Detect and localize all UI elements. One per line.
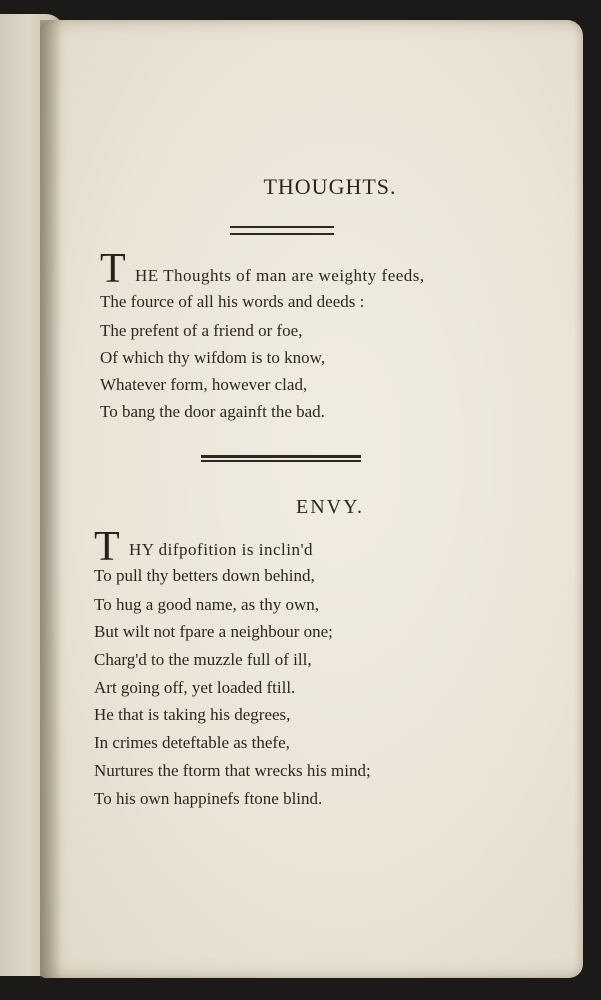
poem-line: Whatever form, however clad, — [100, 375, 308, 394]
drop-cap: T — [94, 524, 120, 570]
poem-title-thoughts: THOUGHTS. — [263, 174, 397, 199]
page-gutter-shadow — [40, 20, 62, 978]
poem-line: To hug a good name, as thy own, — [94, 595, 319, 614]
poem-line: He that is taking his degrees, — [94, 705, 291, 724]
poem-line: To his own happinefs ftone blind. — [94, 789, 323, 808]
poem-line: Of which thy wifdom is to know, — [100, 348, 326, 367]
poem-line: Nurtures the ftorm that wrecks his mind; — [94, 761, 371, 780]
poem-line: To pull thy betters down behind, — [94, 566, 315, 585]
poem-line: HY difpofition is inclin'd — [129, 540, 314, 559]
poem-line: The prefent of a friend or foe, — [100, 321, 303, 340]
poem-line: Art going off, yet loaded ftill. — [94, 678, 296, 697]
section-divider — [201, 455, 361, 462]
poem-line: The fource of all his words and deeds : — [100, 292, 365, 311]
poem-title-envy: ENVY. — [296, 496, 364, 518]
ornamental-rule — [230, 226, 334, 235]
poem-line: HE Thoughts of man are weighty feeds, — [135, 266, 425, 285]
poem-line: But wilt not fpare a neighbour one; — [94, 622, 333, 641]
poem-line: Charg'd to the muzzle full of ill, — [94, 650, 312, 669]
drop-cap: T — [100, 246, 126, 292]
poem-line: In crimes deteftable as thefe, — [94, 733, 290, 752]
poem-line: To bang the door againft the bad. — [100, 402, 325, 421]
